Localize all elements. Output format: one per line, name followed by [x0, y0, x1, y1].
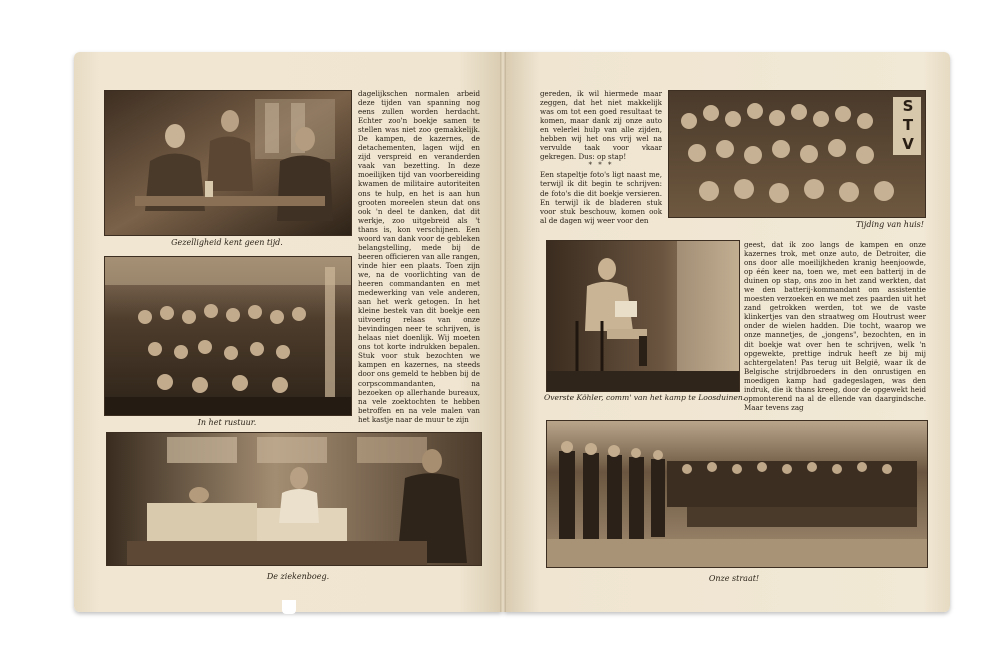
right-page-text-bottom: [744, 240, 926, 412]
photo-officers-at-table: [104, 90, 352, 236]
sign-letter-t: T: [902, 116, 914, 134]
sign-letter-s: S: [902, 97, 914, 115]
photo-sick-bay: [106, 432, 482, 566]
caption-photo5: Overste Köhler, comm' van het kamp te Loosduinen.: [544, 393, 746, 402]
right-text-bottom: geest, dat ik zoo langs de kampen en onze kazernes trok, met onze auto, de Detroiter, die ons door alle moeilijkheden kranig heenjoowde, op één keer na, toen we, met een batterij in de duinen op stap, ons zoo in het zand werkten, dat we den batterij-kommandant om assistentie moesten verzoeken en we met zes paarden uit het zand getrokken werden, tot we de vaste klinkertjes van den straatweg om Houtrust weer onder de wielen hadden. Die tocht, waarop we onze mannetjes, de „jongens", bezochten, en in dit boekje wat over hen te schrijven, welk 'n opgewekte, prettige indruk heeft ze bij mij achtergelaten! Pas terug uit België, waar ik de Belgische strijdbroeders in den onrustigen en moedigen kamp had gadegeslagen, was den indruk, die ik thans kreeg, door de opgewekt heid opmonterend na al de ellende van daargindsche. Maar tevens zag: [744, 240, 926, 412]
left-page-text: dagelijkschen normalen arbeid deze tijden van spanning nog eens zullen worden herdacht. Echter zoo'n boekje samen te stellen was niet zoo gemakkelijk. De kampen, de kazernes, de detachementen, lagen wijd en zijd verspreid en veranderden vaak van bezetting. In deze moeilijken tijd van voorbereiding kwamen de militaire autoriteiten ons te hulp, en het is aan hun grooten moreelen steun dat ons ook 'n deel te danken, dat dit werkje, zoo uitgebreid als 't thans is, kon verschijnen. Een woord van dank voor de gebleken belangstelling, mede bij de beeren officieren van alle rangen, vinde hier een plaats. Toen zijn we, na de voorlichting van de heeren commandanten en met medewerking van vele anderen, aan het werk getogen. In het kleine bestek van dit boekje een uitvoerig relaas van onze bevindingen neer te schrijven, is helaas niet doenlijk. Wij moeten ons tot korte indrukken bepalen. Stuk voor stuk bezochten we kampen en kazernes, na steeds door ons gemeld te hebben bij de corpscommandanten, na bezoeken op allerhande bureaux, na vele zoektochten te hebben betroffen en na vele malen van het kastje naar de muur te zijn: [358, 89, 480, 424]
photo-colonel-kohler: [546, 240, 740, 392]
sign-letter-v: V: [902, 135, 914, 153]
page-tear: [282, 600, 296, 614]
photo-our-street: [546, 420, 928, 568]
caption-photo4: Tijding van huis!: [855, 220, 924, 229]
spine: [500, 52, 506, 612]
right-text-top: gereden, ik wil hiermede maar zeggen, dat het niet makkelijk was om tot een goed resultaat te komen, maar dank zij onze auto en velerlei hulp van alle zijden, hebben wij het ons vrij wel na vervulde taak voor vkaar gekregen. Dus: op stap!: [540, 89, 662, 162]
caption-photo1: Gezelligheid kent geen tijd.: [171, 238, 283, 247]
right-text-mid: Een stapeltje foto's ligt naast me, terwijl ik dit begin te schrijven: de foto's die dit boekje versieren. En terwijl ik de bladeren stuk voor stuk beschouw, komen ook al de dagen wij weer voor den: [540, 170, 662, 225]
left-page-text-column: [358, 89, 480, 426]
caption-photo6: Onze straat!: [708, 574, 760, 583]
caption-photo3: De ziekenboeg.: [266, 572, 330, 581]
photo-news-from-home: [668, 90, 926, 218]
photo-soldiers-resting: [104, 256, 352, 416]
caption-photo2: In het rustuur.: [197, 418, 257, 427]
section-stars: * * *: [588, 161, 614, 170]
sign-letters: [895, 97, 921, 154]
booklet: [68, 52, 950, 620]
